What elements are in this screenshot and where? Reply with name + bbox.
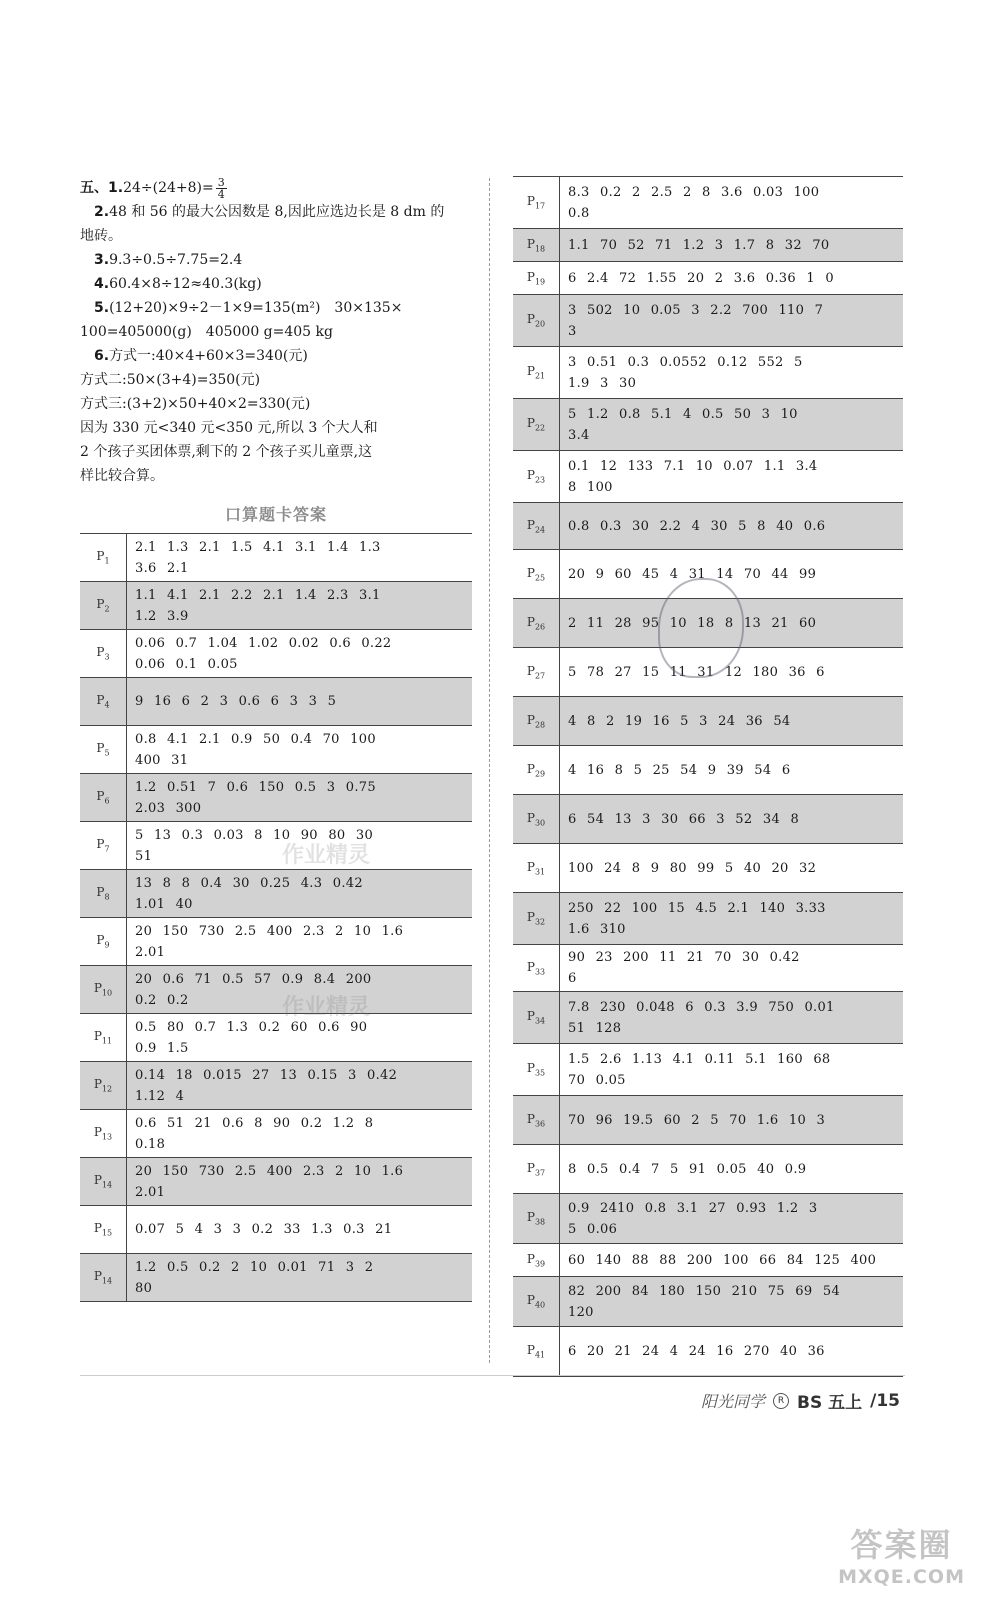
page-label: $P_{35}$ <box>513 1044 560 1096</box>
answer-line: 0.9 1.5 <box>135 1040 189 1056</box>
page-label: $P_{40}$ <box>513 1277 560 1327</box>
table-row <box>80 1206 472 1254</box>
problem-text: (12+20)×9÷2－1×9=135(m²) 30×135× <box>109 300 403 316</box>
problem-number: 5. <box>94 300 110 316</box>
answer-values <box>127 678 473 726</box>
page-label: $P_{26}$ <box>513 599 560 648</box>
answer-line: 250 22 100 15 4.5 2.1 140 3.33 <box>568 900 826 916</box>
answer-line: 6 <box>568 971 577 986</box>
answer-line: 70 0.05 <box>568 1072 626 1088</box>
problem-number: 4. <box>94 276 110 292</box>
answer-values <box>127 582 473 630</box>
table-row <box>513 746 903 795</box>
table-row <box>80 726 472 774</box>
answer-values <box>560 503 904 550</box>
word-problems <box>80 176 472 488</box>
fraction <box>216 177 227 200</box>
answer-line: 1.12 4 <box>135 1088 185 1104</box>
problem-line <box>80 368 472 392</box>
page-label: $P_{14}$ <box>80 1254 127 1302</box>
answer-values <box>560 746 904 795</box>
page-label: $P_{36}$ <box>513 1096 560 1145</box>
table-row <box>80 1014 472 1062</box>
answer-line: 8 0.5 0.4 7 5 91 0.05 40 0.9 <box>568 1161 807 1177</box>
answer-line: 3 502 10 0.05 3 2.2 700 110 7 <box>568 302 824 318</box>
table-row <box>513 177 903 229</box>
page-label: $P_{23}$ <box>513 451 560 503</box>
brand-badge-icon: R <box>773 1393 789 1409</box>
page-label: $P_6$ <box>80 774 127 822</box>
problem-text: 48 和 56 的最大公因数是 8,因此应选边长是 8 dm 的 <box>109 204 445 220</box>
table-row <box>513 697 903 746</box>
answer-values <box>127 1206 473 1254</box>
answer-line: 9 16 6 2 3 0.6 6 3 3 5 <box>135 694 337 709</box>
table-row <box>80 1062 472 1110</box>
brand-name: 阳光同学 <box>700 1392 765 1411</box>
answer-line: 0.8 <box>568 205 590 221</box>
answer-line: 2.03 300 <box>135 800 202 816</box>
page-label: $P_{13}$ <box>80 1110 127 1158</box>
table-row <box>80 1254 472 1302</box>
answer-values <box>560 1194 904 1244</box>
answer-values <box>560 262 904 295</box>
fraction-numerator: 3 <box>217 175 225 189</box>
section-label: 五、 <box>80 180 108 196</box>
answer-line: 2 11 28 95 10 18 8 13 21 60 <box>568 615 817 631</box>
page-label: $P_{18}$ <box>513 229 560 262</box>
table-row <box>513 503 903 550</box>
answer-line: 13 8 8 0.4 30 0.25 4.3 0.42 <box>135 875 363 891</box>
watermark-text: 作业精灵 <box>282 843 371 868</box>
problem-line <box>80 200 472 224</box>
table-row <box>513 1244 903 1277</box>
page-label: $P_{30}$ <box>513 795 560 844</box>
answer-line: 0.18 <box>135 1136 166 1152</box>
answer-values <box>560 893 904 945</box>
page-label: $P_4$ <box>80 678 127 726</box>
problem-line <box>80 416 472 440</box>
answer-values <box>560 347 904 399</box>
answer-values <box>560 295 904 347</box>
page-label: $P_{41}$ <box>513 1327 560 1377</box>
answer-values <box>127 1254 473 1302</box>
problem-line <box>80 296 472 320</box>
page-label: $P_{17}$ <box>513 177 560 229</box>
problem-text: 方式一:40×4+60×3=340(元) <box>109 348 308 364</box>
page-label: $P_2$ <box>80 582 127 630</box>
table-row <box>513 992 903 1044</box>
answer-line: 2.1 1.3 2.1 1.5 4.1 3.1 1.4 1.3 <box>135 539 381 555</box>
problem-text: 因为 330 元<340 元<350 元,所以 3 个大人和 <box>80 420 378 436</box>
answer-line: 4 8 2 19 16 5 3 24 36 54 <box>568 713 791 729</box>
answer-line: 1.2 0.51 7 0.6 150 0.5 3 0.75 <box>135 779 376 795</box>
answer-line: 51 128 <box>568 1020 622 1036</box>
problem-line <box>80 272 472 296</box>
answer-values <box>127 1110 473 1158</box>
answer-line: 1.6 310 <box>568 921 626 937</box>
table-row <box>80 1158 472 1206</box>
answer-values <box>127 1158 473 1206</box>
answer-line: 6 20 21 24 4 24 16 270 40 36 <box>568 1344 825 1359</box>
problem-number: 1. <box>108 180 124 196</box>
page-label: $P_1$ <box>80 534 127 582</box>
answer-values <box>560 1096 904 1145</box>
table-row <box>513 1096 903 1145</box>
page-label: $P_{38}$ <box>513 1194 560 1244</box>
answer-line: 0.14 18 0.015 27 13 0.15 3 0.42 <box>135 1067 398 1083</box>
answer-values <box>127 630 473 678</box>
fraction-denominator: 4 <box>217 187 225 201</box>
page-label: $P_{11}$ <box>80 1014 127 1062</box>
problem-text: 24÷(24+8)= <box>123 180 214 196</box>
table-row <box>80 870 472 918</box>
footer-rule <box>80 1375 905 1376</box>
answer-line: 0.9 2410 0.8 3.1 27 0.93 1.2 3 <box>568 1200 818 1216</box>
page-label: $P_{20}$ <box>513 295 560 347</box>
site-watermark-title: 答案圈 <box>850 1526 953 1564</box>
page-label: $P_{24}$ <box>513 503 560 550</box>
problem-text: 地砖。 <box>80 228 122 244</box>
table-row <box>513 1327 903 1377</box>
answer-values <box>560 992 904 1044</box>
answer-line: 6 54 13 3 30 66 3 52 34 8 <box>568 811 800 827</box>
answer-line: 8.3 0.2 2 2.5 2 8 3.6 0.03 100 <box>568 184 820 200</box>
answer-values <box>560 795 904 844</box>
answer-values <box>560 1244 904 1277</box>
problem-line <box>80 248 472 272</box>
table-row <box>513 945 903 992</box>
table-row <box>513 795 903 844</box>
answer-line: 6 2.4 72 1.55 20 2 3.6 0.36 1 0 <box>568 270 834 286</box>
page-label: $P_{33}$ <box>513 945 560 992</box>
table-row <box>80 630 472 678</box>
answer-line: 1.5 2.6 1.13 4.1 0.11 5.1 160 68 <box>568 1051 831 1067</box>
page-label: $P_{28}$ <box>513 697 560 746</box>
site-watermark <box>838 1520 965 1588</box>
table-row <box>80 582 472 630</box>
answer-line: 0.06 0.1 0.05 <box>135 656 238 672</box>
column-divider <box>489 178 490 1363</box>
answer-values <box>127 1062 473 1110</box>
table-row <box>513 229 903 262</box>
answer-values <box>560 1327 904 1377</box>
page-label: $P_{31}$ <box>513 844 560 893</box>
answer-values <box>560 697 904 746</box>
answer-values <box>560 844 904 893</box>
table-row <box>80 822 472 870</box>
page-label: $P_{39}$ <box>513 1244 560 1277</box>
answer-line: 3 0.51 0.3 0.0552 0.12 552 5 <box>568 354 803 370</box>
answer-line: 0.5 80 0.7 1.3 0.2 60 0.6 90 <box>135 1019 368 1035</box>
table-row <box>513 844 903 893</box>
page-label: $P_9$ <box>80 918 127 966</box>
answer-line: 1.2 0.5 0.2 2 10 0.01 71 3 2 <box>135 1259 374 1275</box>
answer-line: 4 16 8 5 25 54 9 39 54 6 <box>568 762 791 778</box>
answer-values <box>127 726 473 774</box>
answer-line: 0.06 0.7 1.04 1.02 0.02 0.6 0.22 <box>135 635 392 651</box>
answer-line: 400 31 <box>135 752 189 768</box>
page-label: $P_{32}$ <box>513 893 560 945</box>
page-label: $P_{22}$ <box>513 399 560 451</box>
problem-text: 9.3÷0.5÷7.75=2.4 <box>109 252 243 268</box>
answer-line: 1.1 4.1 2.1 2.2 2.1 1.4 2.3 3.1 <box>135 587 381 603</box>
answer-line: 3.4 <box>568 427 590 443</box>
table-row <box>513 1277 903 1327</box>
table-row <box>513 1044 903 1096</box>
answer-line: 0.8 4.1 2.1 0.9 50 0.4 70 100 <box>135 731 376 747</box>
table-row <box>513 399 903 451</box>
problem-text: 2 个孩子买团体票,剩下的 2 个孩子买儿童票,这 <box>80 444 373 460</box>
answer-line: 5 1.2 0.8 5.1 4 0.5 50 3 10 <box>568 406 798 422</box>
answer-values <box>560 945 904 992</box>
page-label: $P_3$ <box>80 630 127 678</box>
answer-values <box>560 451 904 503</box>
answer-table-left <box>80 533 472 1302</box>
answer-line: 5 0.06 <box>568 1221 618 1237</box>
answer-values <box>560 229 904 262</box>
problem-text: 方式二:50×(3+4)=350(元) <box>80 372 261 388</box>
page-number: /15 <box>870 1390 900 1411</box>
answer-values <box>560 1145 904 1194</box>
left-column <box>80 176 472 1302</box>
page-label: $P_{34}$ <box>513 992 560 1044</box>
page-label: $P_{19}$ <box>513 262 560 295</box>
page-label: $P_{25}$ <box>513 550 560 599</box>
page-label: $P_{12}$ <box>80 1062 127 1110</box>
page-label: $P_{15}$ <box>80 1206 127 1254</box>
table-row <box>80 918 472 966</box>
problem-line <box>80 224 472 248</box>
answer-line: 0.2 0.2 <box>135 992 189 1008</box>
site-watermark-url: MXQE.COM <box>838 1566 965 1588</box>
answer-values <box>127 1014 473 1062</box>
stamp-seal <box>658 578 744 678</box>
answer-line: 1.1 70 52 71 1.2 3 1.7 8 32 70 <box>568 237 830 253</box>
answer-line: 20 150 730 2.5 400 2.3 2 10 1.6 <box>135 1163 404 1179</box>
answer-values <box>560 399 904 451</box>
table-row <box>80 966 472 1014</box>
problem-text: 方式三:(3+2)×50+40×2=330(元) <box>80 396 311 412</box>
table-row <box>80 534 472 582</box>
answer-values <box>127 534 473 582</box>
answer-line: 20 0.6 71 0.5 57 0.9 8.4 200 <box>135 971 372 987</box>
problem-number: 2. <box>94 204 110 220</box>
table-row <box>80 1110 472 1158</box>
section-title: 口算题卡答案 <box>224 505 327 524</box>
answer-line: 3.6 2.1 <box>135 560 189 576</box>
problem-line <box>80 176 472 200</box>
page-footer <box>701 1388 900 1413</box>
answer-values <box>560 177 904 229</box>
answer-line: 5 78 27 15 11 31 12 180 36 6 <box>568 664 825 680</box>
answer-line: 90 23 200 11 21 70 30 0.42 <box>568 950 800 965</box>
answer-line: 100 24 8 9 80 99 5 40 20 32 <box>568 860 817 876</box>
answer-line: 70 96 19.5 60 2 5 70 1.6 10 3 <box>568 1112 826 1128</box>
answer-values <box>560 1277 904 1327</box>
answer-line: 60 140 88 88 200 100 66 84 125 400 <box>568 1252 877 1268</box>
right-column <box>513 176 903 1377</box>
answer-line: 51 <box>135 848 153 864</box>
page-label: $P_{14}$ <box>80 1158 127 1206</box>
page-label: $P_7$ <box>80 822 127 870</box>
answer-line: 120 <box>568 1304 594 1320</box>
answer-line: 20 150 730 2.5 400 2.3 2 10 1.6 <box>135 923 404 939</box>
answer-line: 8 100 <box>568 479 613 495</box>
answer-values <box>127 774 473 822</box>
answer-line: 1.9 3 30 <box>568 375 637 391</box>
page-label: $P_{21}$ <box>513 347 560 399</box>
answer-line: 7.8 230 0.048 6 0.3 3.9 750 0.01 <box>568 999 835 1015</box>
answer-line: 0.1 12 133 7.1 10 0.07 1.1 3.4 <box>568 458 818 474</box>
page-label: $P_{27}$ <box>513 648 560 697</box>
answer-line: 0.07 5 4 3 3 0.2 33 1.3 0.3 21 <box>135 1222 393 1237</box>
page-label: $P_8$ <box>80 870 127 918</box>
answer-line: 5 13 0.3 0.03 8 10 90 80 30 <box>135 827 374 843</box>
table-row <box>513 1194 903 1244</box>
problem-line <box>80 440 472 464</box>
answer-line: 0.6 51 21 0.6 8 90 0.2 1.2 8 <box>135 1115 374 1131</box>
page-label: $P_{29}$ <box>513 746 560 795</box>
table-row <box>513 893 903 945</box>
table-row <box>513 295 903 347</box>
page-label: $P_{37}$ <box>513 1145 560 1194</box>
page-label: $P_5$ <box>80 726 127 774</box>
answer-line: 3 <box>568 323 577 339</box>
table-row <box>80 774 472 822</box>
answer-line: 20 9 60 45 4 31 14 70 44 99 <box>568 566 817 582</box>
table-row <box>513 451 903 503</box>
answer-line: 80 <box>135 1280 153 1296</box>
problem-line <box>80 392 472 416</box>
answer-line: 2.01 <box>135 1184 166 1200</box>
answer-line: 1.2 3.9 <box>135 608 189 624</box>
problem-number: 3. <box>94 252 110 268</box>
answer-values <box>127 822 473 870</box>
edition-label: BS 五上 <box>797 1393 863 1413</box>
answer-values <box>127 966 473 1014</box>
answer-values <box>127 918 473 966</box>
problem-line <box>80 344 472 368</box>
problem-text: 100=405000(g) 405000 g=405 kg <box>80 324 333 340</box>
page-label: $P_{10}$ <box>80 966 127 1014</box>
answer-line: 1.01 40 <box>135 896 193 912</box>
problem-number: 6. <box>94 348 110 364</box>
table-row <box>513 262 903 295</box>
problem-line <box>80 464 472 488</box>
table-row <box>80 678 472 726</box>
table-row <box>513 347 903 399</box>
answer-table-right <box>513 176 903 1377</box>
answer-line: 0.8 0.3 30 2.2 4 30 5 8 40 0.6 <box>568 518 826 534</box>
table-row <box>513 1145 903 1194</box>
answer-line: 82 200 84 180 150 210 75 69 54 <box>568 1283 841 1299</box>
answer-line: 2.01 <box>135 944 166 960</box>
watermark-text: 作业精灵 <box>282 995 371 1020</box>
answer-values <box>560 1044 904 1096</box>
problem-line <box>80 320 472 344</box>
problem-text: 60.4×8÷12≈40.3(kg) <box>109 276 262 292</box>
problem-text: 样比较合算。 <box>80 468 164 484</box>
answer-values <box>127 870 473 918</box>
